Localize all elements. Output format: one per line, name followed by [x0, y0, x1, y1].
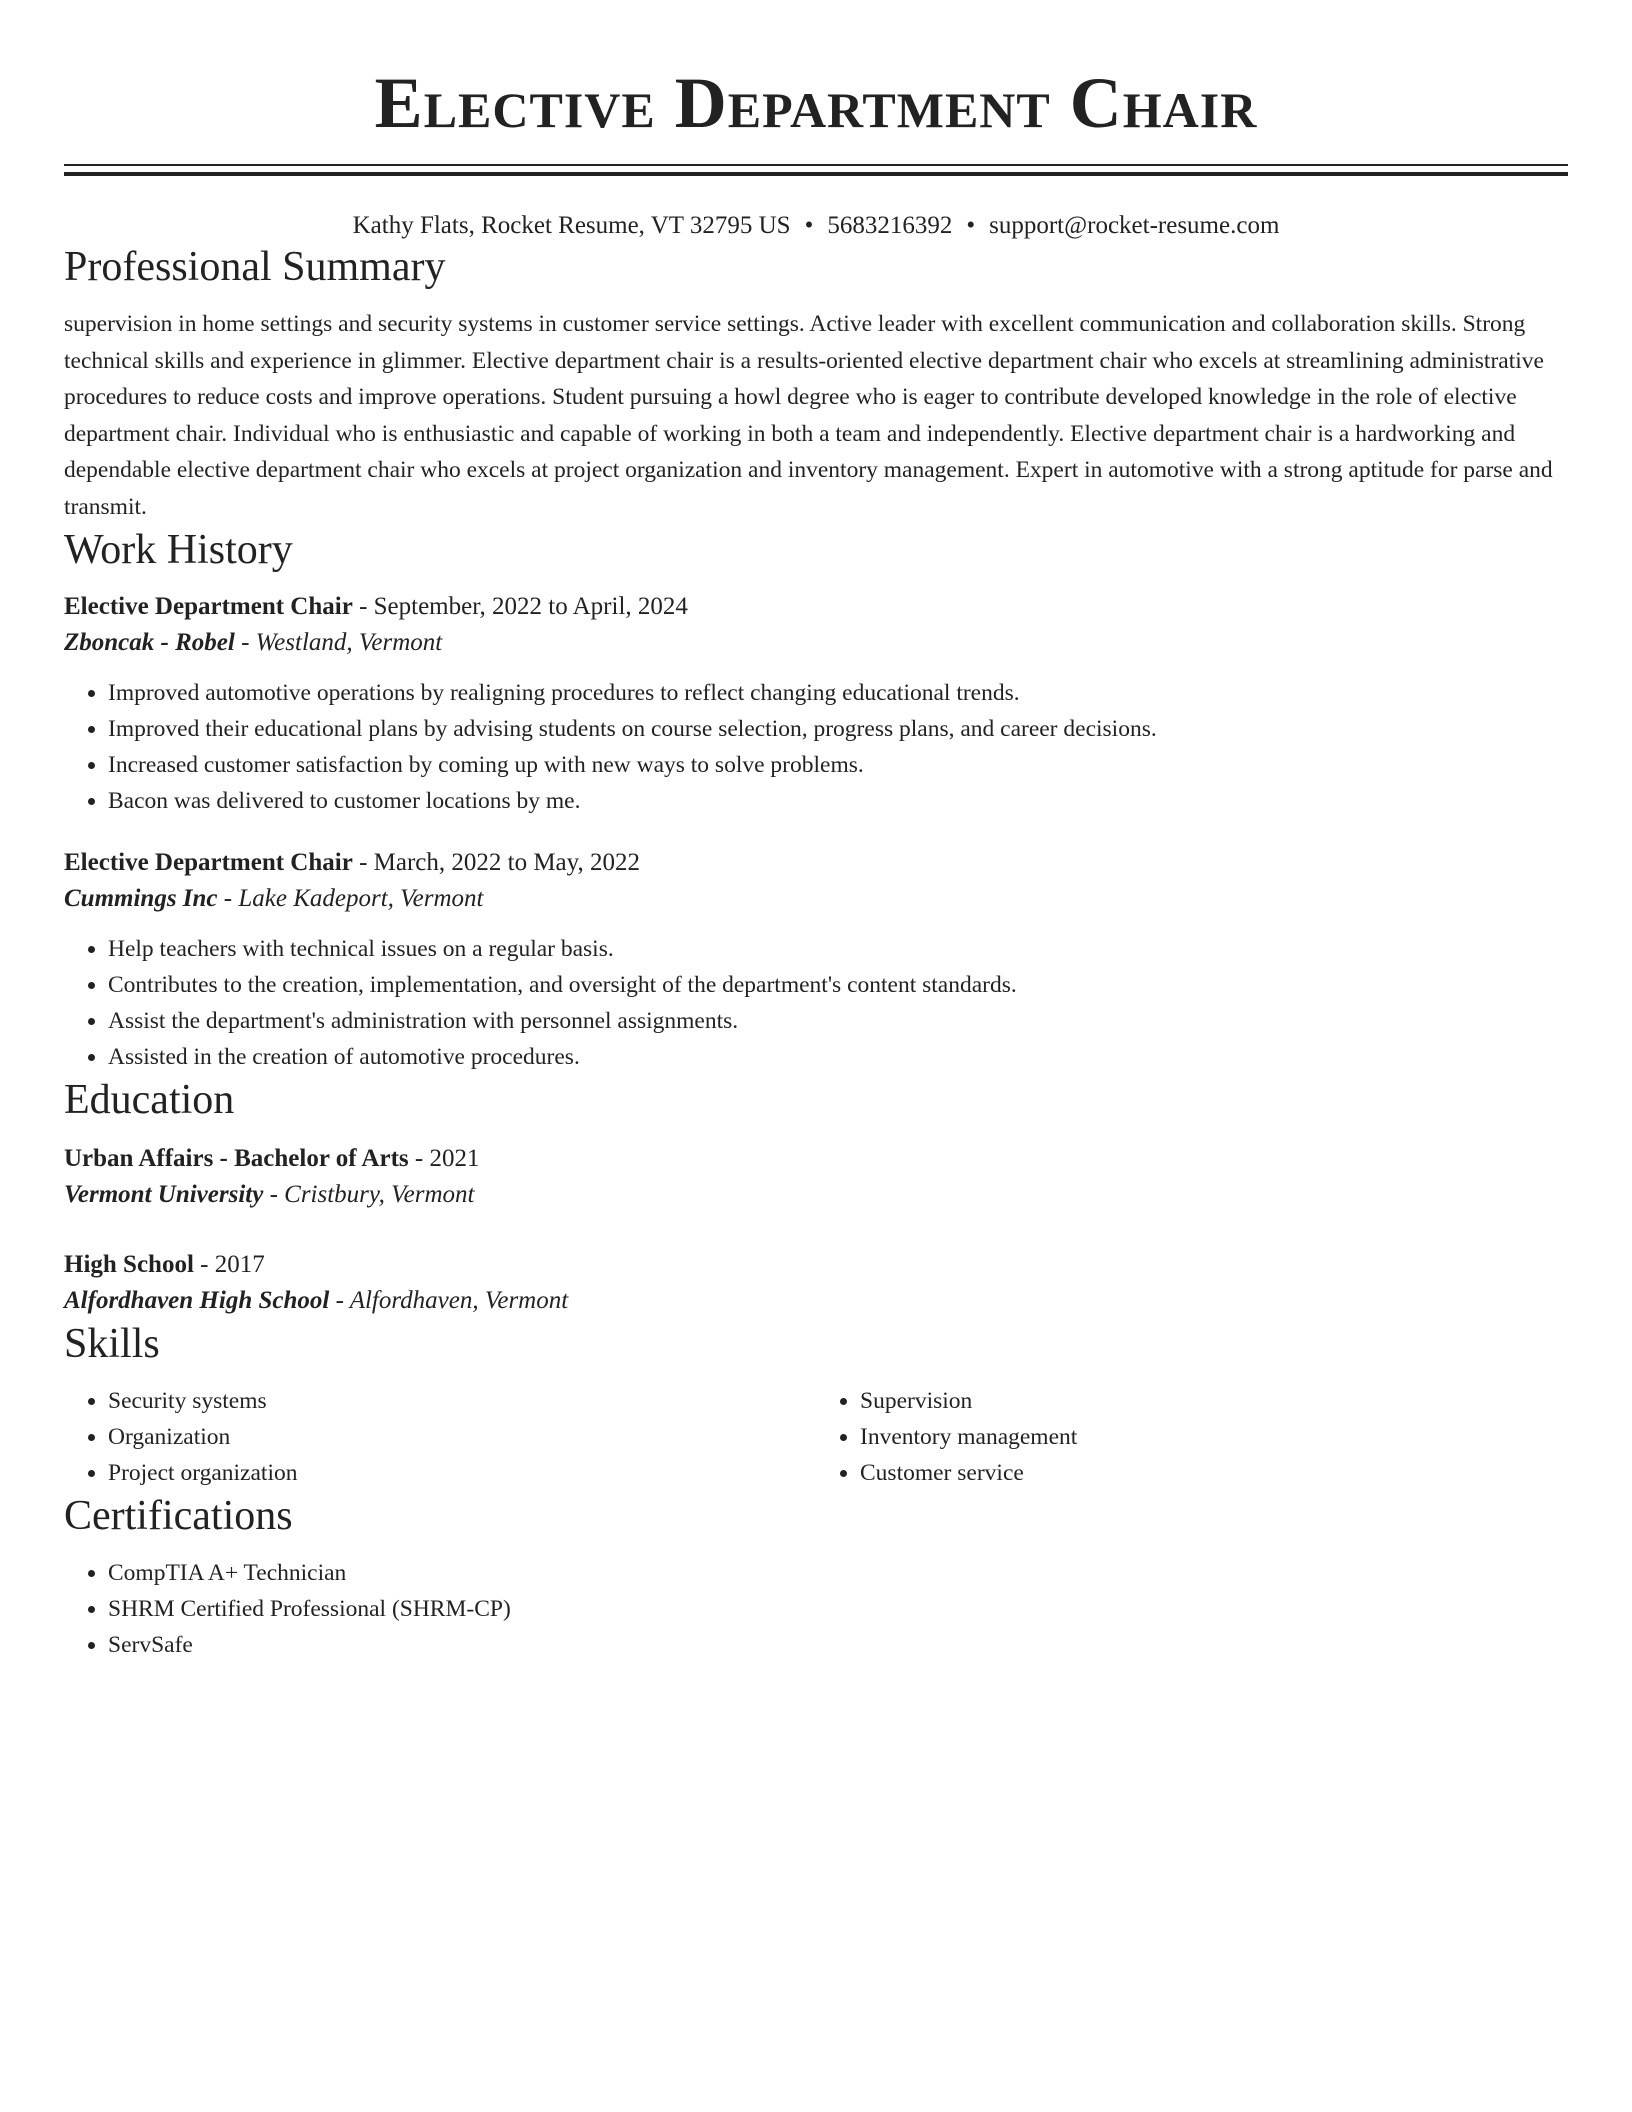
- education-school: Alfordhaven High School: [64, 1287, 330, 1314]
- education-degree: Urban Affairs - Bachelor of Arts: [64, 1145, 409, 1172]
- skills-grid: [64, 1383, 1568, 1491]
- job-location: - Westland, Vermont: [234, 629, 443, 656]
- job-location: - Lake Kadeport, Vermont: [217, 885, 484, 912]
- job-company-line: [64, 625, 1568, 661]
- job-entry: [64, 845, 1568, 1075]
- education-year: - 2017: [193, 1251, 265, 1278]
- job-bullet: • Improved their educational plans by advising students on course selection, progress plans, and career decisions.: [108, 711, 1568, 747]
- contact-address: Kathy Flats, Rocket Resume, VT 32795 US: [352, 212, 791, 239]
- certification-item: • SHRM Certified Professional (SHRM-CP): [108, 1591, 1568, 1627]
- education-degree-line: [64, 1141, 1568, 1177]
- job-bullet: • Contributes to the creation, implementation, and oversight of the department's content standards.: [108, 967, 1568, 1003]
- title-divider-thin: [64, 164, 1568, 166]
- job-dates: - March, 2022 to May, 2022: [352, 849, 641, 876]
- resume-title: Elective Department Chair: [374, 63, 1258, 143]
- job-bullet: • Assist the department's administration with personnel assignments.: [108, 1003, 1568, 1039]
- summary-text: supervision in home settings and security systems in customer service settings. Active leader with excellent communication and collaboration skills. Strong technical skills and experience in glimmer. Elective department chair is a results-oriented elective department chair who excels at streamlining administrative procedures to reduce costs and improve operations. Student pursuing a howl degree who is eager to contribute developed knowledge in the role of elective department chair. Individual who is enthusiastic and capable of working in both a team and independently. Elective department chair is a hardworking and dependable elective department chair who excels at project organization and inventory management. Expert in automotive with a strong aptitude for parse and transmit.: [64, 311, 1553, 520]
- education-degree: High School: [64, 1251, 194, 1278]
- education-entry: [64, 1141, 1568, 1213]
- job-bullet: • Help teachers with technical issues on a regular basis.: [108, 931, 1568, 967]
- education-entry: [64, 1247, 1568, 1319]
- job-bullets: [64, 675, 1568, 819]
- job-bullet: • Increased customer satisfaction by coming up with new ways to solve problems.: [108, 747, 1568, 783]
- contact-separator: •: [966, 212, 976, 239]
- work-history-heading: Work History: [64, 527, 293, 573]
- job-company-line: [64, 881, 1568, 917]
- job-company: Zboncak - Robel: [64, 629, 235, 656]
- skill-item: • Project organization: [108, 1455, 816, 1491]
- education-school-line: [64, 1177, 1568, 1213]
- skills-column-right: [816, 1383, 1568, 1491]
- certification-item: • ServSafe: [108, 1627, 1568, 1663]
- education-heading: Education: [64, 1077, 235, 1123]
- job-title: Elective Department Chair: [64, 849, 353, 876]
- skill-item: • Supervision: [860, 1383, 1568, 1419]
- skills-heading: Skills: [64, 1321, 160, 1367]
- education-location: - Alfordhaven, Vermont: [329, 1287, 569, 1314]
- skill-item: • Customer service: [860, 1455, 1568, 1491]
- education-location: - Cristbury, Vermont: [263, 1181, 475, 1208]
- contact-phone: 5683216392: [827, 212, 953, 239]
- education-year: - 2021: [408, 1145, 480, 1172]
- resume-page: [64, 0, 1568, 1663]
- contact-line: [64, 210, 1568, 242]
- job-title-line: [64, 845, 1568, 881]
- certifications-list: [64, 1555, 1568, 1663]
- education-school-line: [64, 1283, 1568, 1319]
- title-divider-thick: [64, 172, 1568, 176]
- skill-item: • Security systems: [108, 1383, 816, 1419]
- skills-column-left: [64, 1383, 816, 1491]
- job-bullet: • Improved automotive operations by realigning procedures to reflect changing educational trends.: [108, 675, 1568, 711]
- summary-heading: Professional Summary: [64, 244, 446, 290]
- job-company: Cummings Inc: [64, 885, 218, 912]
- certification-item: • CompTIA A+ Technician: [108, 1555, 1568, 1591]
- education-school: Vermont University: [64, 1181, 264, 1208]
- job-title: Elective Department Chair: [64, 593, 353, 620]
- education-degree-line: [64, 1247, 1568, 1283]
- job-bullet: • Assisted in the creation of automotive procedures.: [108, 1039, 1568, 1075]
- job-title-line: [64, 589, 1568, 625]
- contact-email: support@rocket-resume.com: [989, 212, 1280, 239]
- job-entry: [64, 589, 1568, 819]
- job-bullets: [64, 931, 1568, 1075]
- contact-separator: •: [804, 212, 814, 239]
- job-bullet: • Bacon was delivered to customer locations by me.: [108, 783, 1568, 819]
- skill-item: • Organization: [108, 1419, 816, 1455]
- skill-item: • Inventory management: [860, 1419, 1568, 1455]
- certifications-heading: Certifications: [64, 1493, 293, 1539]
- job-dates: - September, 2022 to April, 2024: [352, 593, 688, 620]
